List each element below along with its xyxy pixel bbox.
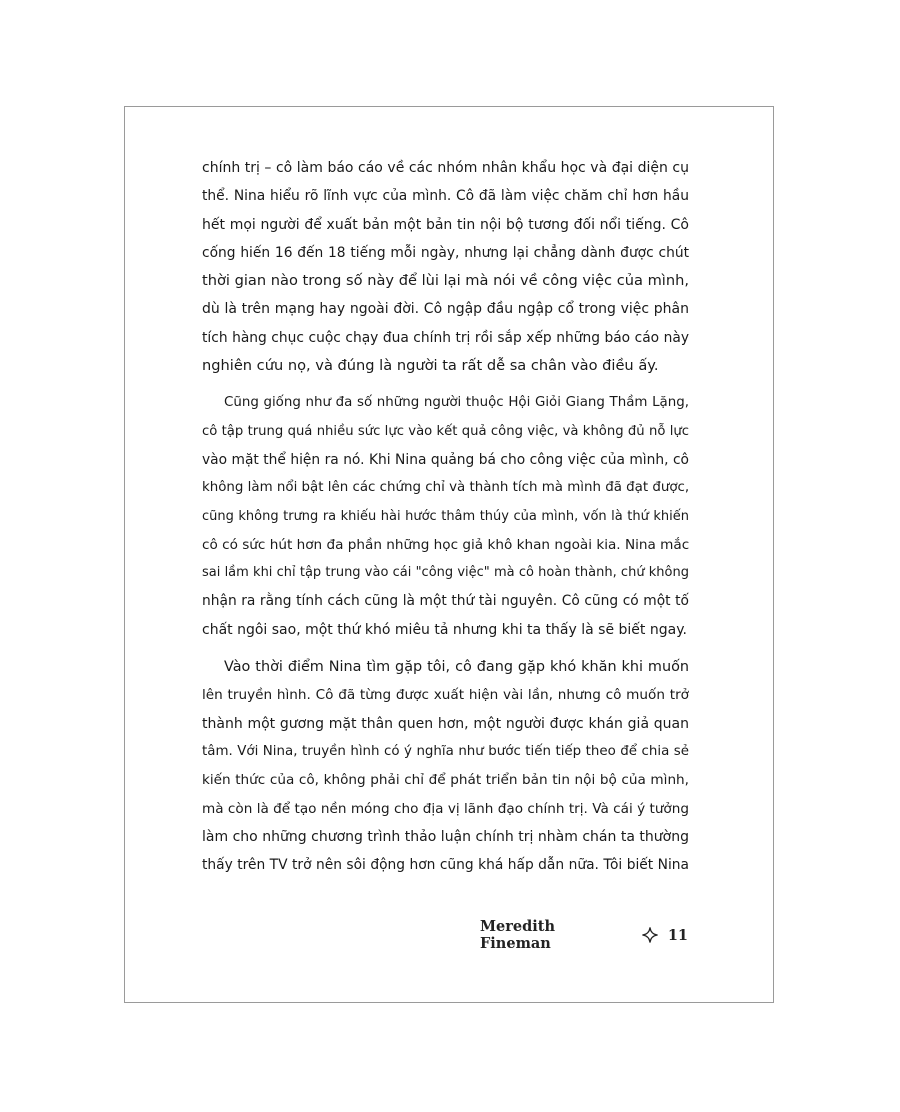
text-line: cống hiến 16 đến 18 tiếng mỗi ngày, nhưng lại chẳng dành được chút — [202, 244, 689, 261]
text-line: thời gian nào trong số này để lùi lại mà nói về công việc của mình, — [202, 272, 689, 290]
text-line: chất ngôi sao, một thứ khó miêu tả nhưng khi ta thấy là sẽ biết ngay. — [202, 621, 687, 638]
page-number: 11 — [667, 926, 688, 944]
text-line: kiến thức của cô, không phải chỉ để phát triển bản tin nội bộ của mình, — [202, 772, 689, 789]
text-line: Cũng giống như đa số những người thuộc Hội Giỏi Giang Thầm Lặng, — [224, 395, 689, 411]
text-line: thấy trên TV trở nên sôi động hơn cũng khá hấp dẫn nữa. Tôi biết Nina — [202, 857, 689, 874]
text-line: không làm nổi bật lên các chứng chỉ và thành tích mà mình đã đạt được, — [202, 480, 690, 496]
page-body-text — [202, 154, 689, 879]
text-line: chính trị – cô làm báo cáo về các nhóm nhân khẩu học và đại diện cụ — [202, 160, 689, 176]
text-line: vào mặt thể hiện ra nó. Khi Nina quảng bá cho công việc của mình, cô — [202, 451, 689, 468]
text-line: lên truyền hình. Cô đã từng được xuất hiện vài lần, nhưng cô muốn trở — [202, 687, 689, 704]
text-line: mà còn là để tạo nền móng cho địa vị lãnh đạo chính trị. Và cái ý tưởng — [202, 800, 689, 817]
text-line: dù là trên mạng hay ngoài đời. Cô ngập đầu ngập cổ trong việc phân — [202, 301, 689, 318]
page-footer — [480, 918, 688, 952]
text-line: cô tập trung quá nhiều sức lực vào kết quả công việc, và không đủ nỗ lực — [202, 423, 689, 439]
text-line: hết mọi người để xuất bản một bản tin nội bộ tương đối nổi tiếng. Cô — [202, 216, 689, 233]
paragraph-1 — [202, 154, 689, 380]
text-line: tâm. Với Nina, truyền hình có ý nghĩa như bước tiến tiếp theo để chia sẻ — [202, 743, 689, 759]
running-footer-author: Meredith Fineman — [480, 918, 556, 952]
text-line: thể. Nina hiểu rõ lĩnh vực của mình. Cô đã làm việc chăm chỉ hơn hầu — [202, 188, 689, 205]
text-line: sai lầm khi chỉ tập trung vào cái "công việc" mà cô hoàn thành, chứ không — [202, 565, 689, 581]
text-line: Vào thời điểm Nina tìm gặp tôi, cô đang gặp khó khăn khi muốn — [224, 659, 689, 676]
paragraph-3 — [202, 653, 689, 879]
text-line: nhận ra rằng tính cách cũng là một thứ tài nguyên. Cô cũng có một tố — [202, 593, 689, 610]
paragraph-2 — [202, 389, 689, 644]
four-point-star-icon — [642, 927, 658, 943]
text-line: làm cho những chương trình thảo luận chính trị nhàm chán ta thường — [202, 828, 689, 845]
text-line: cũng không trưng ra khiếu hài hước thâm thúy của mình, vốn là thứ khiến — [202, 508, 689, 524]
text-line: cô có sức hút hơn đa phần những học giả khô khan ngoài kia. Nina mắc — [202, 536, 690, 553]
text-line: tích hàng chục cuộc chạy đua chính trị rồi sắp xếp những báo cáo này — [202, 329, 689, 346]
text-line: nghiên cứu nọ, và đúng là người ta rất dễ sa chân vào điều ấy. — [202, 357, 659, 375]
text-line: thành một gương mặt thân quen hơn, một người được khán giả quan — [202, 715, 689, 732]
